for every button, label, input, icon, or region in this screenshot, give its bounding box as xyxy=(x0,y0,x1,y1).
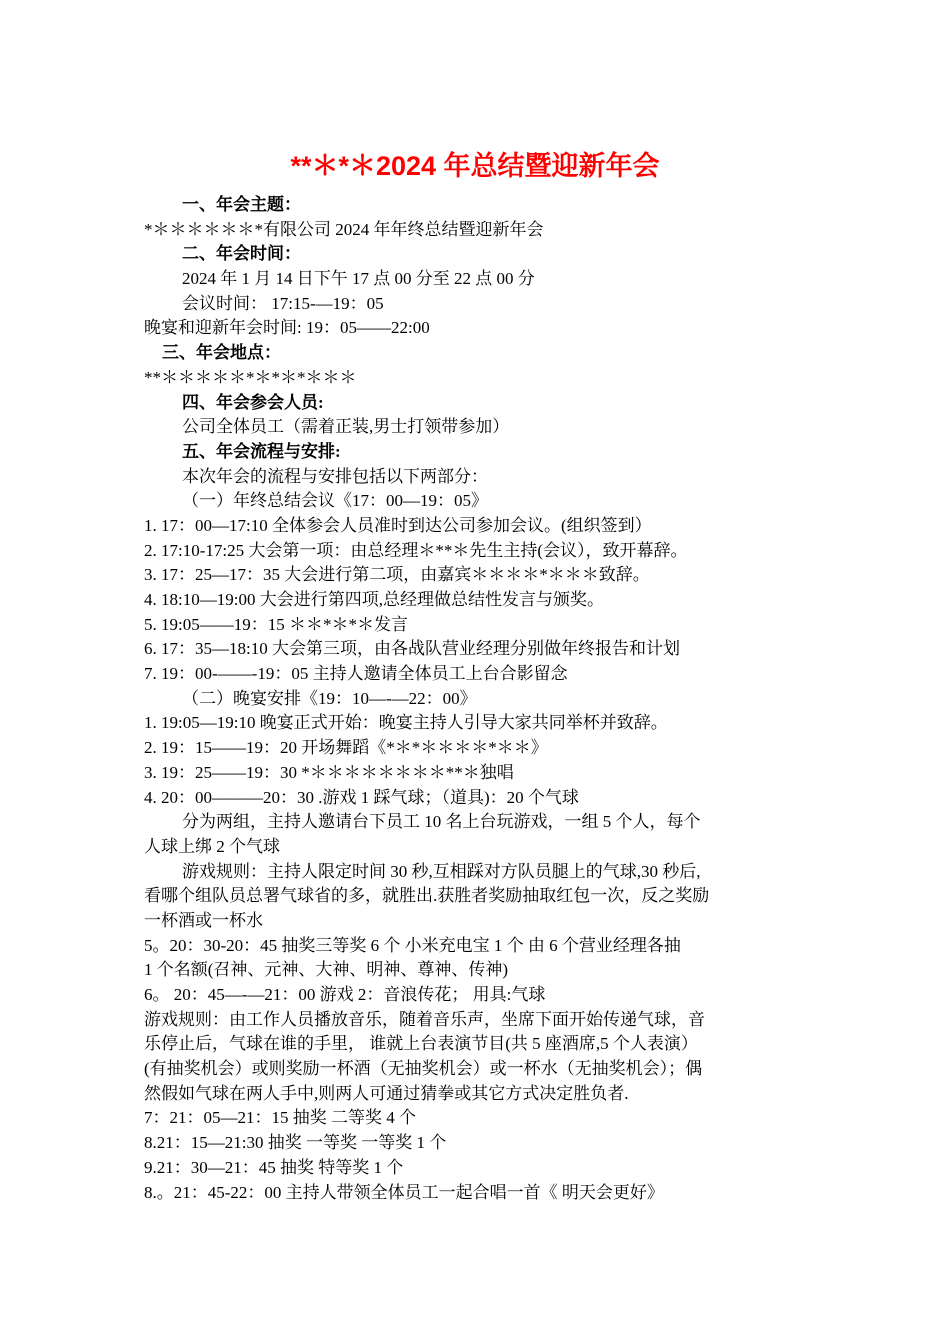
body-line: 晚宴和迎新年会时间: 19：05——22:00 xyxy=(144,318,430,338)
body-line: (有抽奖机会）或则奖励一杯酒（无抽奖机会）或一杯水（无抽奖机会）；偶 xyxy=(144,1059,703,1079)
body-line: 9.21：30—21：45 抽奖 特等奖 1 个 xyxy=(144,1157,404,1177)
body-line: 4. 18:10—19:00 大会进行第四项,总经理做总结性发言与颁奖。 xyxy=(144,590,604,609)
body-line: （二）晚宴安排《19：10—-—22：00》 xyxy=(182,688,477,708)
body-line: 5。20：30-20：45 抽奖三等奖 6 个 小米充电宝 1 个 由 6 个营业经理各抽 xyxy=(144,935,681,955)
body-line: 3. 17：25—17：35 大会进行第二项，由嘉宾＊＊＊＊*＊＊＊致辞。 xyxy=(144,565,650,585)
body-line: （一）年终总结会议《17：00—19：05》 xyxy=(182,491,488,511)
body-line: 乐停止后，气球在谁的手里， 谁就上台表演节目(共 5 座酒席,5 个人表演） xyxy=(144,1034,698,1054)
body-line: 7. 19：00-——-19：05 主持人邀请全体员工上台合影留念 xyxy=(144,664,568,684)
body-line: 8.21：15—21:30 抽奖 一等奖 一等奖 1 个 xyxy=(144,1133,447,1153)
body-line: 3. 19：25——19：30 *＊＊＊＊＊＊＊＊**＊独唱 xyxy=(144,762,514,782)
body-line: 2. 17:10-17:25 大会第一项：由总经理＊**＊先生主持(会议），致开幕辞。 xyxy=(144,540,688,560)
body-line: 1. 17：00—17:10 全体参会人员准时到达公司参加会议。(组织签到） xyxy=(144,515,652,535)
body-line: 看哪个组队员总署气球省的多，就胜出.获胜者奖励抽取红包一次，反之奖励 xyxy=(144,886,710,906)
body-line: 6。 20：45—-—21：00 游戏 2：音浪传花； 用具:气球 xyxy=(144,985,546,1004)
body-line: 游戏规则：主持人限定时间 30 秒,互相踩对方队员腿上的气球,30 秒后, xyxy=(182,861,701,881)
document-body xyxy=(0,193,950,1205)
body-line: 5. 19:05——19：15 ＊＊*＊*＊发言 xyxy=(144,614,408,634)
body-line: 公司全体员工（需着正装,男士打领带参加） xyxy=(182,417,510,437)
body-line: 本次年会的流程与安排包括以下两部分： xyxy=(182,466,488,486)
body-line: 2024 年 1 月 14 日下午 17 点 00 分至 22 点 00 分 xyxy=(182,269,535,289)
section-heading: 二、年会时间： xyxy=(182,244,301,264)
body-line: 1 个名额(召神、元神、大神、明神、尊神、传神) xyxy=(144,960,509,980)
body-line: **＊＊＊＊＊*＊*＊*＊＊＊ xyxy=(144,367,357,387)
document-title: **＊*＊2024 年总结暨迎新年会 xyxy=(290,151,660,181)
body-line: 7：21：05—21：15 抽奖 二等奖 4 个 xyxy=(144,1108,416,1128)
body-line: 4. 20：00———20：30 .游戏 1 踩气球；（道具)：20 个气球 xyxy=(144,787,579,807)
section-heading: 三、年会地点： xyxy=(162,343,281,363)
body-line: *＊＊＊＊＊＊*有限公司 2024 年年终总结暨迎新年会 xyxy=(144,219,544,239)
body-line: 人球上绑 2 个气球 xyxy=(144,836,280,856)
section-heading: 四、年会参会人员: xyxy=(182,392,324,412)
body-line: 一杯酒或一杯水 xyxy=(144,910,263,930)
body-line: 8.。21：45-22：00 主持人带领全体员工一起合唱一首《 明天会更好》 xyxy=(144,1182,664,1202)
body-line: 6. 17：35—18:10 大会第三项，由各战队营业经理分别做年终报告和计划 xyxy=(144,639,680,659)
section-heading: 五、年会流程与安排: xyxy=(182,441,341,461)
body-line: 2. 19：15——19：20 开场舞蹈《*＊*＊＊＊＊*＊＊》 xyxy=(144,738,548,758)
section-heading: 一、年会主题： xyxy=(182,195,301,214)
body-line: 1. 19:05—19:10 晚宴正式开始：晚宴主持人引导大家共同举杯并致辞。 xyxy=(144,713,668,733)
body-line: 会议时间： 17:15-—19：05 xyxy=(182,293,384,313)
body-line: 游戏规则：由工作人员播放音乐，随着音乐声，坐席下面开始传递气球，音 xyxy=(144,1009,705,1029)
body-line: 然假如气球在两人手中,则两人可通过猜拳或其它方式决定胜负者. xyxy=(144,1083,629,1103)
body-line: 分为两组，主持人邀请台下员工 10 名上台玩游戏，一组 5 个人，每个 xyxy=(182,812,701,832)
